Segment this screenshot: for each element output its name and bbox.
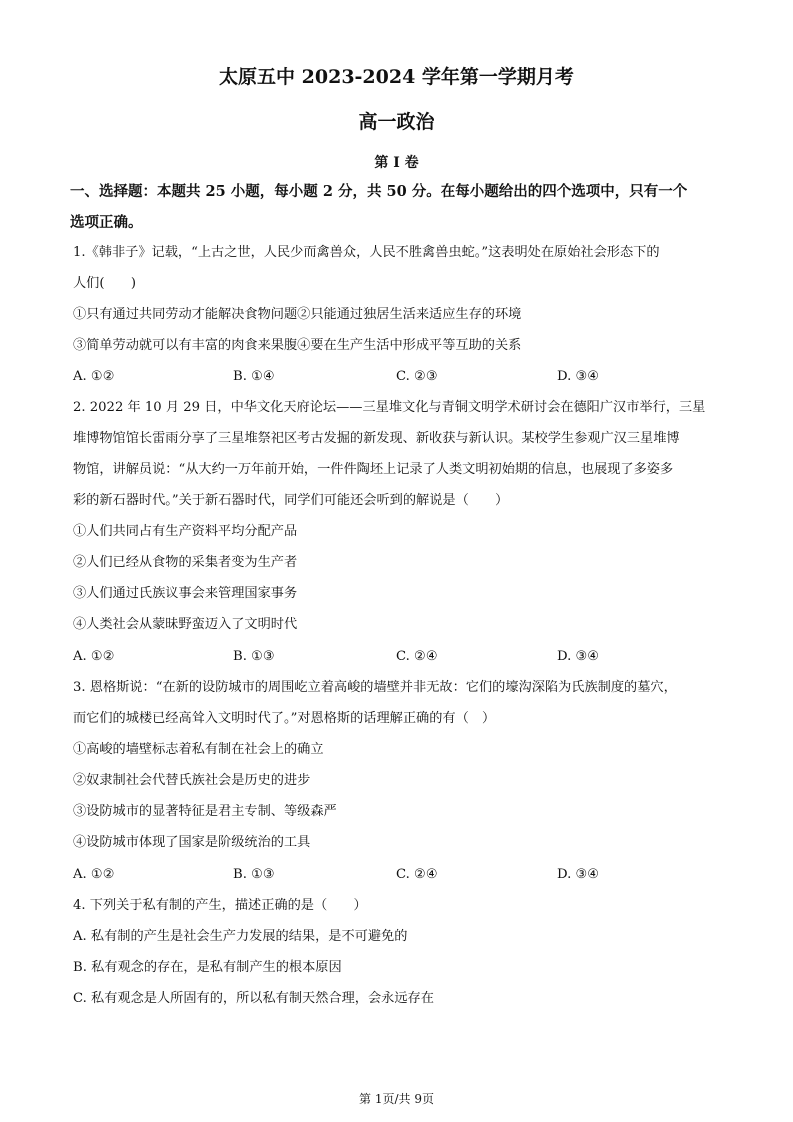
question-1-stem: 1.《韩非子》记载，“上古之世，人民少而禽兽众，人民不胜禽兽虫蛇。”这表明处在原始社会形态下的 [73,245,660,260]
question-1-statement: ①只有通过共同劳动才能解决食物问题②只能通过独居生活来适应生存的环境 [73,307,522,322]
question-2-statement: ④人类社会从蒙昧野蛮迈入了文明时代 [73,617,298,632]
question-3-choice-c: C. ②④ [396,867,438,882]
question-4-stem: 4. 下列关于私有制的产生，描述正确的是（ ） [73,898,367,913]
question-2-statement: ②人们已经从食物的采集者变为生产者 [73,555,298,570]
instructions-line: 选项正确。 [70,214,143,231]
question-2-choice-c: C. ②④ [396,649,438,664]
question-3-choice-a: A. ①② [73,867,115,882]
question-2-statement: ①人们共同占有生产资料平均分配产品 [73,524,298,539]
question-4-choice-a: A. 私有制的产生是社会生产力发展的结果，是不可避免的 [73,929,408,944]
question-2-stem: 物馆，讲解员说：“从大约一万年前开始，一件件陶坯上记录了人类文明初始期的信息，也展现了多姿多 [73,462,674,477]
question-2-statement: ③人们通过氏族议事会来管理国家事务 [73,586,298,601]
question-4-choice-c: C. 私有观念是人所固有的，所以私有制天然合理，会永远存在 [73,991,434,1006]
section-instructions [70,176,730,238]
question-2-choice-a: A. ①② [73,649,115,664]
question-1-choice-d: D. ③④ [557,369,600,384]
page-number: 第 1页/共 9页 [359,1092,434,1106]
exam-title: 太原五中 2023-2024 学年第一学期月考 [219,66,574,88]
question-1-statement: ③简单劳动就可以有丰富的肉食来果腹④要在生产生活中形成平等互助的关系 [73,338,522,353]
question-1-choice-b: B. ①④ [233,369,275,384]
question-1-choice-c: C. ②③ [396,369,438,384]
question-3-choice-d: D. ③④ [557,867,600,882]
question-3-statement: ②奴隶制社会代替氏族社会是历史的进步 [73,773,311,788]
question-3-statement: ④设防城市体现了国家是阶级统治的工具 [73,835,311,850]
question-2-stem: 2. 2022 年 10 月 29 日，中华文化天府论坛——三星堆文化与青铜文明学术研讨会在德阳广汉市举行，三星 [73,400,706,415]
question-3-choice-b: B. ①③ [233,867,275,882]
exam-subject: 高一政治 [358,111,435,133]
question-1-choice-a: A. ①② [73,369,115,384]
question-4-choice-b: B. 私有观念的存在，是私有制产生的根本原因 [73,960,342,975]
volume-label: 第 I 卷 [374,155,419,171]
instructions-line: 一、选择题：本题共 25 小题，每小题 2 分，共 50 分。在每小题给出的四个选项中，只有一个 [70,183,688,200]
question-1-stem: 人们( ) [73,276,137,291]
question-2-choice-b: B. ①③ [233,649,275,664]
question-2-choice-d: D. ③④ [557,649,600,664]
question-3-stem: 3. 恩格斯说：“在新的设防城市的周围屹立着高峻的墙壁并非无故：它们的壕沟深陷为氏族制度的墓穴， [73,680,677,695]
question-3-statement: ③设防城市的显著特征是君主专制、等级森严 [73,804,337,819]
question-3-statement: ①高峻的墙壁标志着私有制在社会上的确立 [73,742,324,757]
question-2-stem: 彩的新石器时代。”关于新石器时代，同学们可能还会听到的解说是（ ） [73,493,509,508]
question-2-stem: 堆博物馆馆长雷雨分享了三星堆祭祀区考古发掘的新发现、新收获与新认识。某校学生参观广汉三星堆博 [73,431,680,446]
question-3-stem: 而它们的城楼已经高耸入文明时代了。”对恩格斯的话理解正确的有（ ） [73,711,496,726]
